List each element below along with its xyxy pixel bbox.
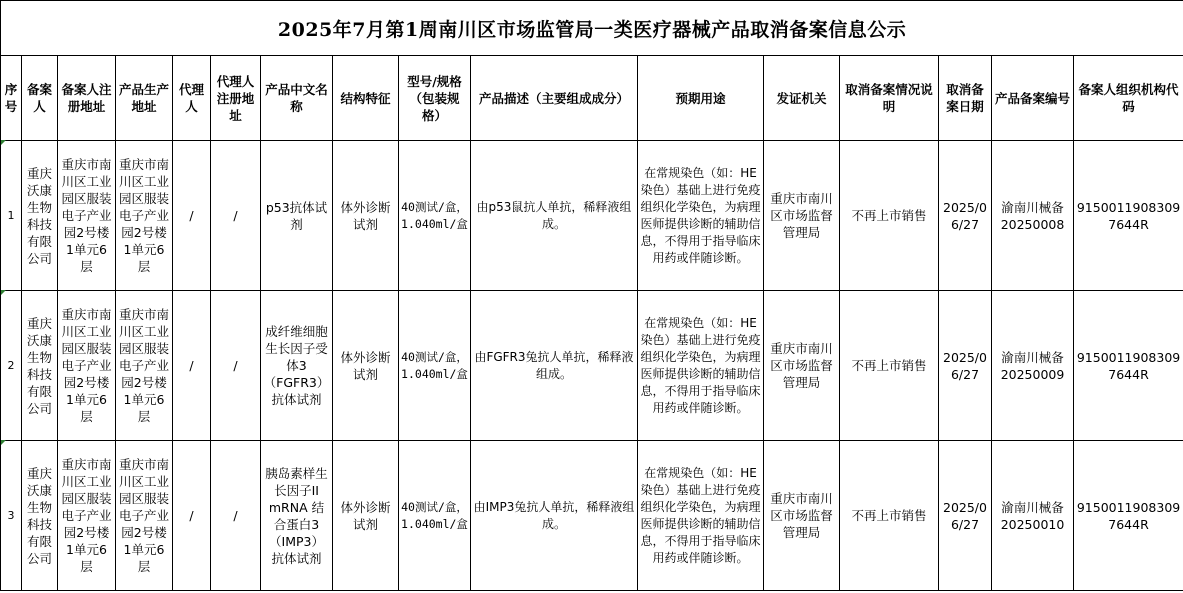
cell-cancel-reason: 不再上市销售 [840, 141, 939, 291]
cell-org-code: 91500119083097644R [1074, 441, 1183, 591]
header-cancel-date: 取消备案日期 [939, 56, 992, 141]
header-registrant: 备案人 [22, 56, 58, 141]
cell-product-name: 成纤维细胞生长因子受体3（FGFR3）抗体试剂 [261, 291, 333, 441]
cell-agent: / [173, 441, 211, 591]
cell-org-code: 91500119083097644R [1074, 141, 1183, 291]
cell-agent: / [173, 291, 211, 441]
table-row [1, 291, 1183, 441]
cell-description: 由p53鼠抗人单抗，稀释液组成。 [471, 141, 638, 291]
cell-agent-address: / [211, 141, 261, 291]
cell-record-no: 渝南川械备20250009 [992, 291, 1074, 441]
header-row [1, 56, 1183, 141]
page-title: 2025年7月第1周南川区市场监管局一类医疗器械产品取消备案信息公示 [1, 1, 1183, 56]
cell-seq: 3 [1, 441, 22, 591]
cell-prod-address: 重庆市南川区工业园区服装电子产业园2号楼1单元6层 [116, 441, 173, 591]
cell-intended-use: 在常规染色（如：HE染色）基础上进行免疫组织化学染色，为病理医师提供诊断的辅助信息，不得用于指导临床用药或伴随诊断。 [638, 291, 764, 441]
cell-cancel-date: 2025/06/27 [939, 441, 992, 591]
header-seq: 序号 [1, 56, 22, 141]
cell-registrant: 重庆沃康生物科技有限公司 [22, 291, 58, 441]
error-indicator-icon [1, 140, 6, 145]
error-indicator-icon [1, 440, 6, 445]
header-agent: 代理人 [173, 56, 211, 141]
header-org-code: 备案人组织机构代码 [1074, 56, 1183, 141]
cell-agent-address: / [211, 441, 261, 591]
cell-issuer: 重庆市南川区市场监督管理局 [764, 441, 840, 591]
cell-structure: 体外诊断试剂 [333, 441, 399, 591]
error-indicator-icon [1, 290, 6, 295]
cell-prod-address: 重庆市南川区工业园区服装电子产业园2号楼1单元6层 [116, 141, 173, 291]
header-record-no: 产品备案编号 [992, 56, 1074, 141]
header-product-name: 产品中文名称 [261, 56, 333, 141]
cell-reg-address: 重庆市南川区工业园区服装电子产业园2号楼1单元6层 [58, 291, 116, 441]
cell-description: 由IMP3兔抗人单抗，稀释液组成。 [471, 441, 638, 591]
cell-issuer: 重庆市南川区市场监督管理局 [764, 291, 840, 441]
cell-seq: 1 [1, 141, 22, 291]
cell-issuer: 重庆市南川区市场监督管理局 [764, 141, 840, 291]
cell-seq: 2 [1, 291, 22, 441]
header-prod-address: 产品生产地址 [116, 56, 173, 141]
cell-structure: 体外诊断试剂 [333, 291, 399, 441]
table-row [1, 441, 1183, 591]
header-model: 型号/规格（包装规格） [399, 56, 471, 141]
cell-product-name: 胰岛素样生长因子II mRNA 结合蛋白3（IMP3）抗体试剂 [261, 441, 333, 591]
cell-cancel-reason: 不再上市销售 [840, 291, 939, 441]
cell-model: 40测试/盒，1.040ml/盒 [399, 141, 471, 291]
cell-cancel-date: 2025/06/27 [939, 291, 992, 441]
cell-agent-address: / [211, 291, 261, 441]
cell-registrant: 重庆沃康生物科技有限公司 [22, 441, 58, 591]
cell-record-no: 渝南川械备20250008 [992, 141, 1074, 291]
cell-intended-use: 在常规染色（如：HE染色）基础上进行免疫组织化学染色，为病理医师提供诊断的辅助信息，不得用于指导临床用药或伴随诊断。 [638, 141, 764, 291]
cell-org-code: 91500119083097644R [1074, 291, 1183, 441]
header-issuer: 发证机关 [764, 56, 840, 141]
cell-reg-address: 重庆市南川区工业园区服装电子产业园2号楼1单元6层 [58, 441, 116, 591]
cell-intended-use: 在常规染色（如：HE染色）基础上进行免疫组织化学染色，为病理医师提供诊断的辅助信息，不得用于指导临床用药或伴随诊断。 [638, 441, 764, 591]
header-cancel-reason: 取消备案情况说明 [840, 56, 939, 141]
table-row [1, 141, 1183, 291]
cell-product-name: p53抗体试剂 [261, 141, 333, 291]
header-intended-use: 预期用途 [638, 56, 764, 141]
cell-model: 40测试/盒，1.040ml/盒 [399, 441, 471, 591]
cell-registrant: 重庆沃康生物科技有限公司 [22, 141, 58, 291]
cell-model: 40测试/盒，1.040ml/盒 [399, 291, 471, 441]
header-reg-address: 备案人注册地址 [58, 56, 116, 141]
cell-prod-address: 重庆市南川区工业园区服装电子产业园2号楼1单元6层 [116, 291, 173, 441]
cell-cancel-date: 2025/06/27 [939, 141, 992, 291]
cell-cancel-reason: 不再上市销售 [840, 441, 939, 591]
cell-description: 由FGFR3兔抗人单抗，稀释液组成。 [471, 291, 638, 441]
cell-reg-address: 重庆市南川区工业园区服装电子产业园2号楼1单元6层 [58, 141, 116, 291]
cell-structure: 体外诊断试剂 [333, 141, 399, 291]
header-agent-address: 代理人注册地址 [211, 56, 261, 141]
header-structure: 结构特征 [333, 56, 399, 141]
header-description: 产品描述（主要组成成分） [471, 56, 638, 141]
cell-agent: / [173, 141, 211, 291]
cell-record-no: 渝南川械备20250010 [992, 441, 1074, 591]
